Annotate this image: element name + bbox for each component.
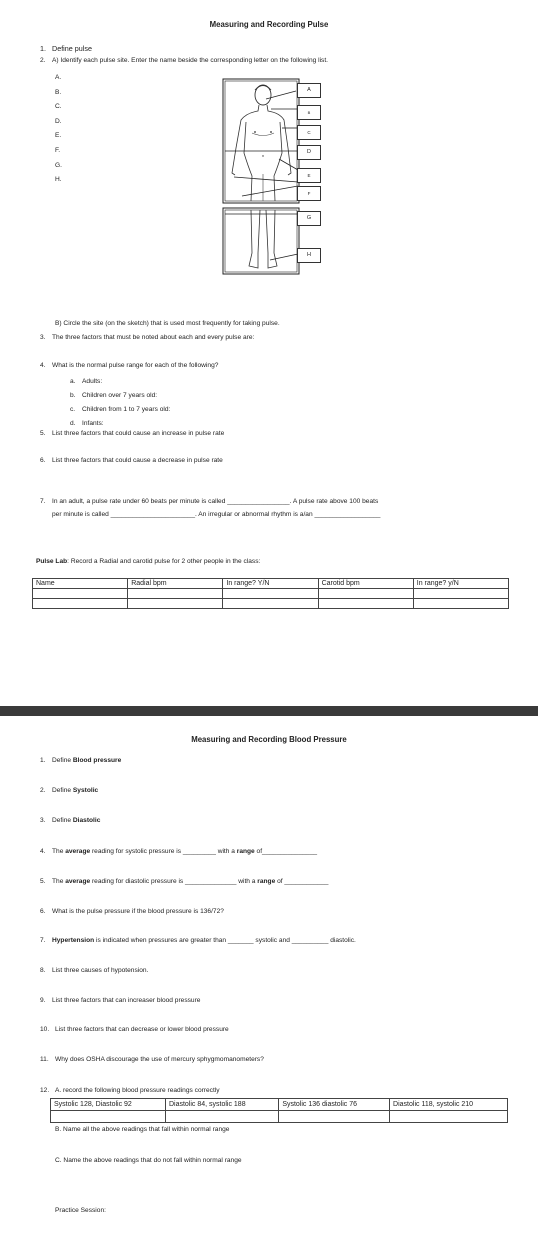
bp-readings-table: [50, 1098, 508, 1123]
question-2: 2. A) Identify each pulse site. Enter the name beside the corresponding letter on the following list.: [40, 57, 328, 64]
table-cell[interactable]: [128, 599, 223, 609]
table-cell[interactable]: [165, 1111, 278, 1123]
list-item: b. Children over 7 years old:: [70, 392, 158, 399]
question-6: 6. What is the pulse pressure if the blood pressure is 136/72?: [40, 908, 224, 915]
bp-reading-cell: Systolic 128, Diastolic 92: [51, 1099, 166, 1111]
question-7: 7. Hypertension is indicated when pressures are greater than _______ systolic and __________ diastolic.: [40, 937, 356, 944]
question-3: 3. The three factors that must be noted about each and every pulse are:: [40, 334, 255, 341]
letter-list: [55, 71, 62, 188]
table-cell[interactable]: [223, 589, 318, 599]
question-12c: C. Name the above readings that do not fall within normal range: [55, 1157, 242, 1164]
figure-label-g: G: [297, 211, 321, 226]
pulse-lab-table: [32, 578, 509, 609]
page-title: Measuring and Recording Blood Pressure: [191, 735, 347, 744]
table-cell[interactable]: [413, 599, 508, 609]
question-12: 12. A. record the following blood pressure readings correctly: [40, 1087, 220, 1094]
figure-label-d: D: [297, 145, 321, 160]
column-header: In range? y/N: [413, 579, 508, 589]
page-separator: [0, 706, 538, 716]
column-header: In range? Y/N: [223, 579, 318, 589]
question-7-line2: per minute is called _______________________. An irregular or abnormal rhythm is a/an __________________: [52, 511, 381, 518]
figure-label-e: E: [297, 168, 321, 183]
table-cell[interactable]: [33, 589, 128, 599]
bp-reading-cell: Systolic 136 diastolic 76: [279, 1099, 390, 1111]
table-cell[interactable]: [128, 589, 223, 599]
figure-label-a: A: [297, 83, 321, 98]
figure-label-f: F: [297, 186, 321, 201]
question-4: 4. What is the normal pulse range for each of the following?: [40, 362, 219, 369]
table-cell[interactable]: [390, 1111, 508, 1123]
list-item: d. Infants:: [70, 420, 104, 427]
list-item: a. Adults:: [70, 378, 103, 385]
question-8: 8. List three causes of hypotension.: [40, 967, 149, 974]
column-header: Carotid bpm: [318, 579, 413, 589]
pulse-site-figure: [222, 78, 332, 276]
figure-label-h: H: [297, 248, 321, 263]
table-cell[interactable]: [223, 599, 318, 609]
question-4: 4. The average reading for systolic pressure is _________ with a range of_______________: [40, 848, 318, 855]
practice-session-label: Practice Session:: [55, 1207, 106, 1214]
question-6: 6. List three factors that could cause a decrease in pulse rate: [40, 457, 223, 464]
letter-item: A.: [55, 74, 62, 81]
pulse-lab-instructions: Pulse Lab: Record a Radial and carotid pulse for 2 other people in the class:: [36, 558, 261, 565]
bp-reading-cell: Diastolic 118, systolic 210: [390, 1099, 508, 1111]
question-1: 1. Define pulse: [40, 44, 92, 53]
figure-label-c: C: [297, 125, 321, 140]
letter-item: B.: [55, 88, 62, 96]
letter-item: F.: [55, 146, 61, 154]
table-cell[interactable]: [279, 1111, 390, 1123]
figure-label-b: B: [297, 105, 321, 120]
table-cell[interactable]: [318, 599, 413, 609]
question-11: 11. Why does OSHA discourage the use of mercury sphygmomanometers?: [40, 1056, 264, 1063]
question-5: 5. The average reading for diastolic pressure is ______________ with a range of ____________: [40, 878, 329, 885]
bp-reading-cell: Diastolic 84, systolic 188: [165, 1099, 278, 1111]
column-header: Radial bpm: [128, 579, 223, 589]
question-1: 1. Define Blood pressure: [40, 757, 122, 764]
table-row: [33, 589, 509, 599]
table-cell[interactable]: [318, 589, 413, 599]
letter-item: C.: [55, 103, 62, 111]
table-cell[interactable]: [51, 1111, 166, 1123]
pulse-range-list: [70, 375, 170, 431]
question-12b: B. Name all the above readings that fall within normal range: [55, 1126, 230, 1133]
table-row: [51, 1111, 508, 1123]
blood-pressure-worksheet-page: [0, 716, 538, 1246]
question-7-line1: 7. In an adult, a pulse rate under 60 beats per minute is called _________________. A pulse rate above 100 beats: [40, 498, 379, 505]
list-item: c. Children from 1 to 7 years old:: [70, 406, 171, 413]
page-title: Measuring and Recording Pulse: [209, 20, 329, 29]
table-cell[interactable]: [33, 599, 128, 609]
question-10: 10. List three factors that can decrease or lower blood pressure: [40, 1026, 229, 1033]
letter-item: E.: [55, 132, 62, 140]
question-3: 3. Define Diastolic: [40, 817, 101, 824]
letter-item: D.: [55, 117, 62, 125]
question-9: 9. List three factors that can increaser blood pressure: [40, 997, 201, 1004]
question-2: 2. Define Systolic: [40, 787, 99, 794]
table-header-row: [33, 579, 509, 589]
letter-item: G.: [55, 161, 62, 169]
table-row: [51, 1099, 508, 1111]
column-header: Name: [33, 579, 128, 589]
question-2b: B) Circle the site (on the sketch) that is used most frequently for taking pulse.: [55, 320, 280, 327]
table-row: [33, 599, 509, 609]
letter-item: H.: [55, 176, 62, 184]
table-cell[interactable]: [413, 589, 508, 599]
question-5: 5. List three factors that could cause an increase in pulse rate: [40, 430, 225, 437]
